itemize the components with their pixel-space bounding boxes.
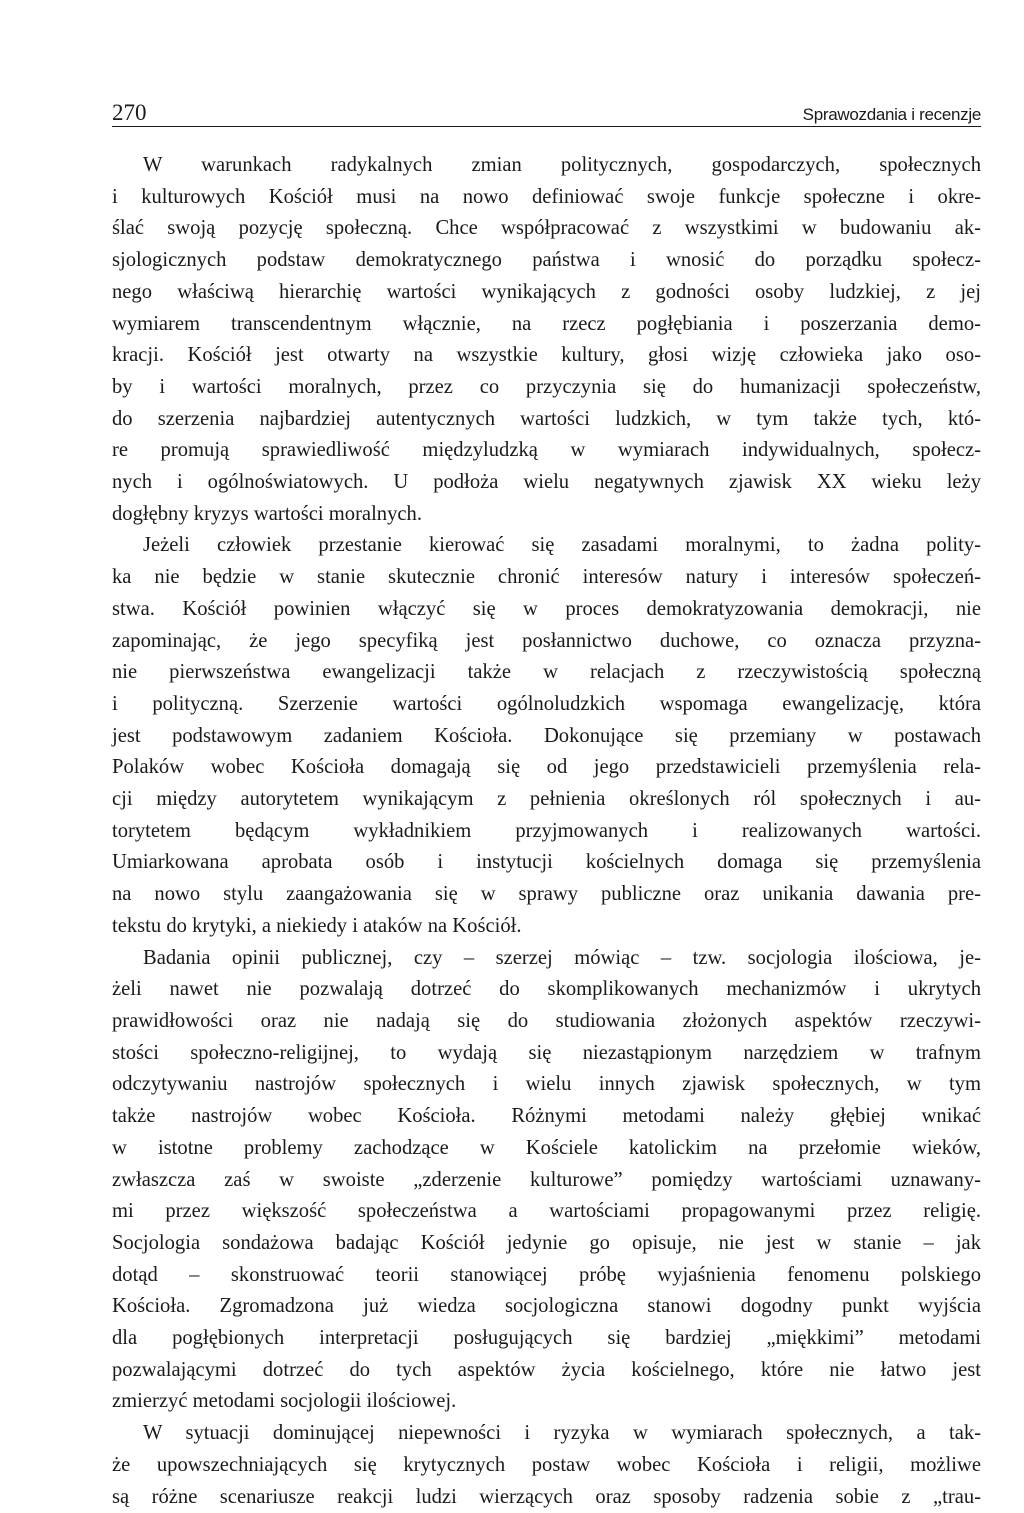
text-line: mi przez większość społeczeństwa a wartościami propagowanymi przez religię. — [112, 1200, 981, 1223]
text-line: nego właściwą hierarchię wartości wynikających z godności osoby ludzkiej, z jej — [112, 280, 981, 303]
text-line: żeli nawet nie pozwalają dotrzeć do skomplikowanych mechanizmów i ukrytych — [112, 978, 981, 1001]
text-line: re promują sprawiedliwość międzyludzką w wymiarach indywidualnych, społecz- — [112, 439, 981, 462]
text-line: Kościoła. Zgromadzona już wiedza socjologiczna stanowi dogodny punkt wyjścia — [112, 1295, 981, 1318]
text-line: wymiarem transcendentnym włącznie, na rzecz pogłębiania i poszerzania demo- — [112, 312, 981, 335]
text-line: prawidłowości oraz nie nadają się do studiowania złożonych aspektów rzeczywi- — [112, 1009, 981, 1032]
paragraph — [112, 150, 981, 530]
text-line: dla pogłębionych interpretacji posługujących się bardziej „miękkimi” metodami — [112, 1327, 981, 1350]
text-line: stości społeczno-religijnej, to wydają się niezastąpionym narzędziem w trafnym — [112, 1041, 981, 1064]
text-line: dotąd – skonstruować teorii stanowiącej próbę wyjaśnienia fenomenu polskiego — [112, 1263, 981, 1286]
text-line: i kulturowych Kościół musi na nowo definiować swoje funkcje społeczne i okre- — [112, 185, 981, 208]
text-line: i polityczną. Szerzenie wartości ogólnoludzkich wspomaga ewangelizację, która — [112, 692, 981, 715]
text-line: ślać swoją pozycję społeczną. Chce współpracować z wszystkimi w budowaniu ak- — [112, 217, 981, 240]
paragraph — [112, 530, 981, 942]
page-header — [112, 98, 981, 127]
paragraph — [112, 1418, 981, 1513]
text-line: zmierzyć metodami socjologii ilościowej. — [112, 1390, 457, 1413]
text-line: stwa. Kościół powinien włączyć się w proces demokratyzowania demokracji, nie — [112, 597, 981, 620]
text-line: zwłaszcza zaś w swoiste „zderzenie kulturowe” pomiędzy wartościami uznawany- — [112, 1168, 981, 1191]
text-line: w istotne problemy zachodzące w Kościele katolickim na przełomie wieków, — [112, 1136, 981, 1159]
text-line: zapominając, że jego specyfiką jest posłannictwo duchowe, co oznacza przyzna- — [112, 629, 981, 652]
text-line: na nowo stylu zaangażowania się w sprawy publiczne oraz unikania dawania pre- — [112, 883, 981, 906]
body-text — [112, 150, 981, 1513]
text-line: W sytuacji dominującej niepewności i ryzyka w wymiarach społecznych, a tak- — [143, 1422, 981, 1445]
text-line: sjologicznych podstaw demokratycznego państwa i wnosić do porządku społecz- — [112, 249, 981, 272]
text-line: także nastrojów wobec Kościoła. Różnymi metodami należy głębiej wnikać — [112, 1105, 981, 1128]
text-line: pozwalającymi dotrzeć do tych aspektów życia kościelnego, które nie łatwo jest — [112, 1358, 981, 1381]
text-line: dogłębny kryzys wartości moralnych. — [112, 502, 422, 525]
text-line: są różne scenariusze reakcji ludzi wierzących oraz sposoby radzenia sobie z „trau- — [112, 1485, 981, 1508]
text-line: W warunkach radykalnych zmian politycznych, gospodarczych, społecznych — [143, 154, 981, 176]
text-line: Jeżeli człowiek przestanie kierować się zasadami moralnymi, to żadna polity- — [143, 534, 981, 557]
page-number: 270 — [112, 100, 147, 125]
text-line: by i wartości moralnych, przez co przyczynia się do humanizacji społeczeństw, — [112, 375, 981, 398]
paragraph — [112, 943, 981, 1419]
text-line: Socjologia sondażowa badając Kościół jedynie go opisuje, nie jest w stanie – jak — [112, 1231, 981, 1254]
text-line: Umiarkowana aprobata osób i instytucji kościelnych domaga się przemyślenia — [112, 851, 981, 874]
text-line: tekstu do krytyki, a niekiedy i ataków na Kościół. — [112, 914, 522, 937]
text-line: kracji. Kościół jest otwarty na wszystkie kultury, głosi wizję człowieka jako oso- — [112, 344, 981, 367]
text-line: ka nie będzie w stanie skutecznie chronić interesów natury i interesów społeczeń- — [112, 566, 981, 589]
text-line: cji między autorytetem wynikającym z pełnienia określonych ról społecznych i au- — [112, 788, 981, 811]
text-line: Polaków wobec Kościoła domagają się od jego przedstawicieli przemyślenia rela- — [112, 756, 981, 779]
text-line: Badania opinii publicznej, czy – szerzej mówiąc – tzw. socjologia ilościowa, je- — [143, 946, 981, 969]
text-line: torytetem będącym wykładnikiem przyjmowanych i realizowanych wartości. — [112, 819, 981, 842]
text-line: nych i ogólnoświatowych. U podłoża wielu negatywnych zjawisk XX wieku leży — [112, 471, 981, 494]
text-line: jest podstawowym zadaniem Kościoła. Dokonujące się przemiany w postawach — [112, 724, 981, 747]
running-head: Sprawozdania i recenzje — [802, 105, 981, 124]
text-line: do szerzenia najbardziej autentycznych wartości ludzkich, w tym także tych, któ- — [112, 407, 981, 430]
text-line: nie pierwszeństwa ewangelizacji także w relacjach z rzeczywistością społeczną — [112, 661, 981, 684]
text-line: że upowszechniających się krytycznych postaw wobec Kościoła i religii, możliwe — [112, 1453, 981, 1476]
text-line: odczytywaniu nastrojów społecznych i wielu innych zjawisk społecznych, w tym — [112, 1073, 981, 1096]
